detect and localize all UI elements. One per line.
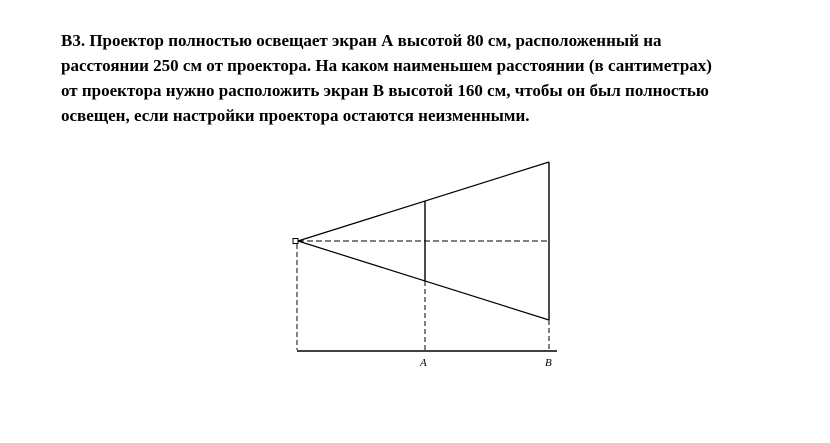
projector-icon <box>293 239 298 244</box>
beam-lower-edge <box>298 241 549 320</box>
problem-line-1: В3. Проектор полностью освещает экран А высотой 80 см, расположенный на <box>61 31 662 50</box>
beam-upper-edge <box>298 162 549 241</box>
problem-line-4: освещен, если настройки проектора остаются неизменными. <box>61 106 530 125</box>
label-a: A <box>420 357 427 369</box>
problem-line-2: расстоянии 250 см от проектора. На каком наименьшем расстоянии (в сантиметрах) <box>61 56 712 75</box>
problem-line-3: от проектора нужно расположить экран В высотой 160 см, чтобы он был полностью <box>61 81 709 100</box>
label-b: B <box>545 357 552 369</box>
